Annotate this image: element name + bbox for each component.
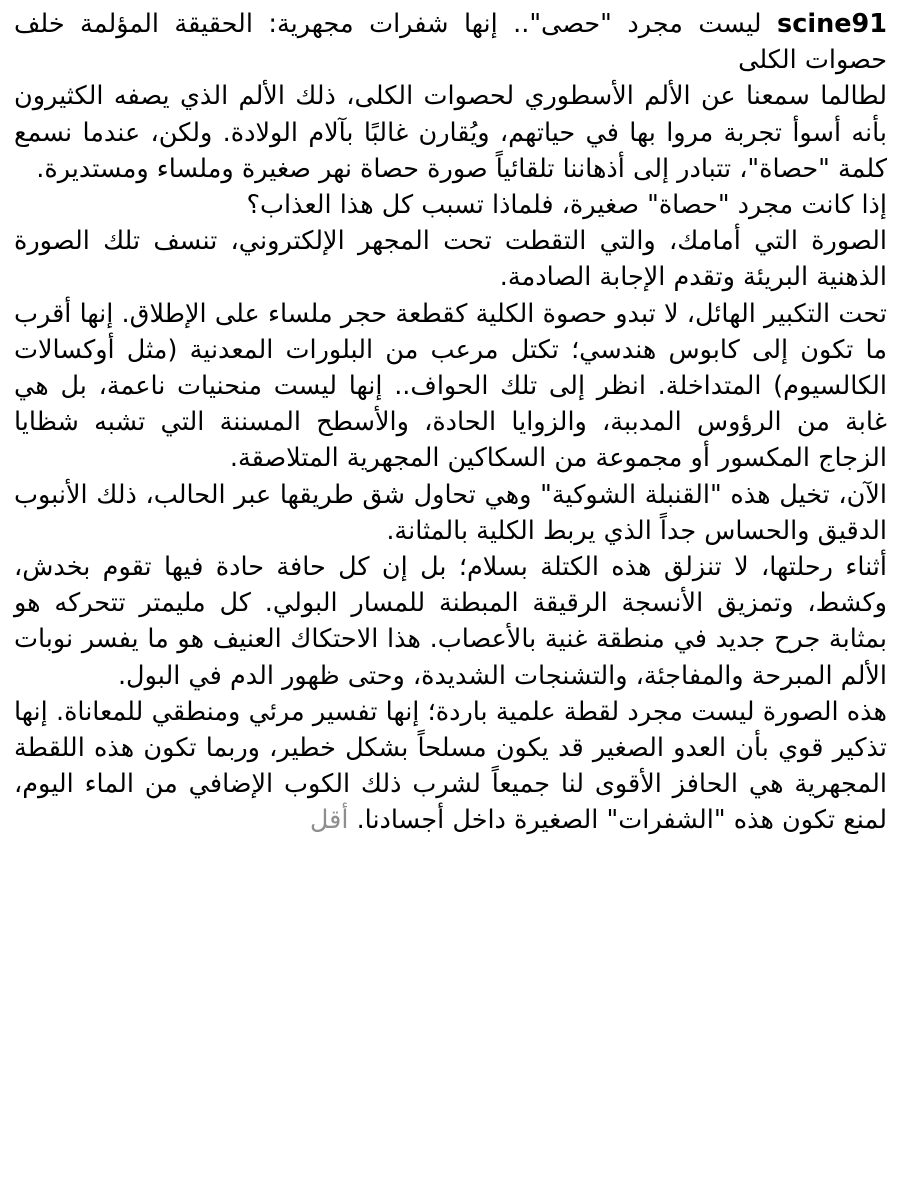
caption-paragraph: لطالما سمعنا عن الألم الأسطوري لحصوات الكلى، ذلك الألم الذي يصفه الكثيرون بأنه أسوأ تجربة مروا بها في حياتهم، ويُقارن غالبًا بآلام الولادة. ولكن، عندما نسمع كلمة "حصاة"، تتبادر إلى أذهاننا تلقائياً صورة حصاة نهر صغيرة وملساء ومستديرة. [14, 81, 887, 184]
caption-last-line [14, 694, 887, 839]
caption-paragraph: الآن، تخيل هذه "القنبلة الشوكية" وهي تحاول شق طريقها عبر الحالب، ذلك الأنبوب الدقيق والحساس جداً الذي يربط الكلية بالمثانة. [14, 479, 887, 546]
caption-paragraph: الصورة التي أمامك، والتي التقطت تحت المجهر الإلكتروني، تنسف تلك الصورة الذهنية البريئة وتقدم الإجابة الصادمة. [14, 226, 887, 293]
caption-headline-line [14, 6, 887, 78]
show-less-link[interactable]: أقل [309, 805, 349, 836]
caption-headline: ليست مجرد "حصى".. إنها شفرات مجهرية: الحقيقة المؤلمة خلف حصوات الكلى [14, 9, 887, 76]
caption-paragraph: هذه الصورة ليست مجرد لقطة علمية باردة؛ إنها تفسير مرئي ومنطقي للمعاناة. إنها تذكير قوي بأن العدو الصغير قد يكون مسلحاً بشكل خطير، وربما تكون هذه اللقطة المجهرية هي الحافز الأقوى لنا جميعاً لشرب ذلك الكوب الإضافي من الماء اليوم، لمنع تكون هذه "الشفرات" الصغيرة داخل أجسادنا. [14, 696, 887, 836]
caption-paragraph: تحت التكبير الهائل، لا تبدو حصوة الكلية كقطعة حجر ملساء على الإطلاق. إنها أقرب ما تكون إلى كابوس هندسي؛ تكتل مرعب من البلورات المعدنية (مثل أوكسالات الكالسيوم) المتداخلة. انظر إلى تلك الحواف.. إنها ليست منحنيات ناعمة، بل هي غابة من الرؤوس المدببة، والزوايا الحادة، والأسطح المسننة التي تشبه شظايا الزجاج المكسور أو مجموعة من السكاكين المجهرية المتلاصقة. [14, 298, 887, 474]
username-link[interactable]: scine91 [777, 9, 887, 39]
caption-paragraph: إذا كانت مجرد "حصاة" صغيرة، فلماذا تسبب كل هذا العذاب؟ [246, 190, 887, 221]
caption-paragraph: أثناء رحلتها، لا تنزلق هذه الكتلة بسلام؛ بل إن كل حافة حادة فيها تقوم بخدش، وكشط، وتمزيق الأنسجة الرقيقة المبطنة للمسار البولي. كل مليمتر تتحركه هو بمثابة جرح جديد في منطقة غنية بالأعصاب. هذا الاحتكاك العنيف هو ما يفسر نوبات الألم المبرحة والمفاجئة، والتشنجات الشديدة، وحتى ظهور الدم في البول. [14, 552, 887, 691]
